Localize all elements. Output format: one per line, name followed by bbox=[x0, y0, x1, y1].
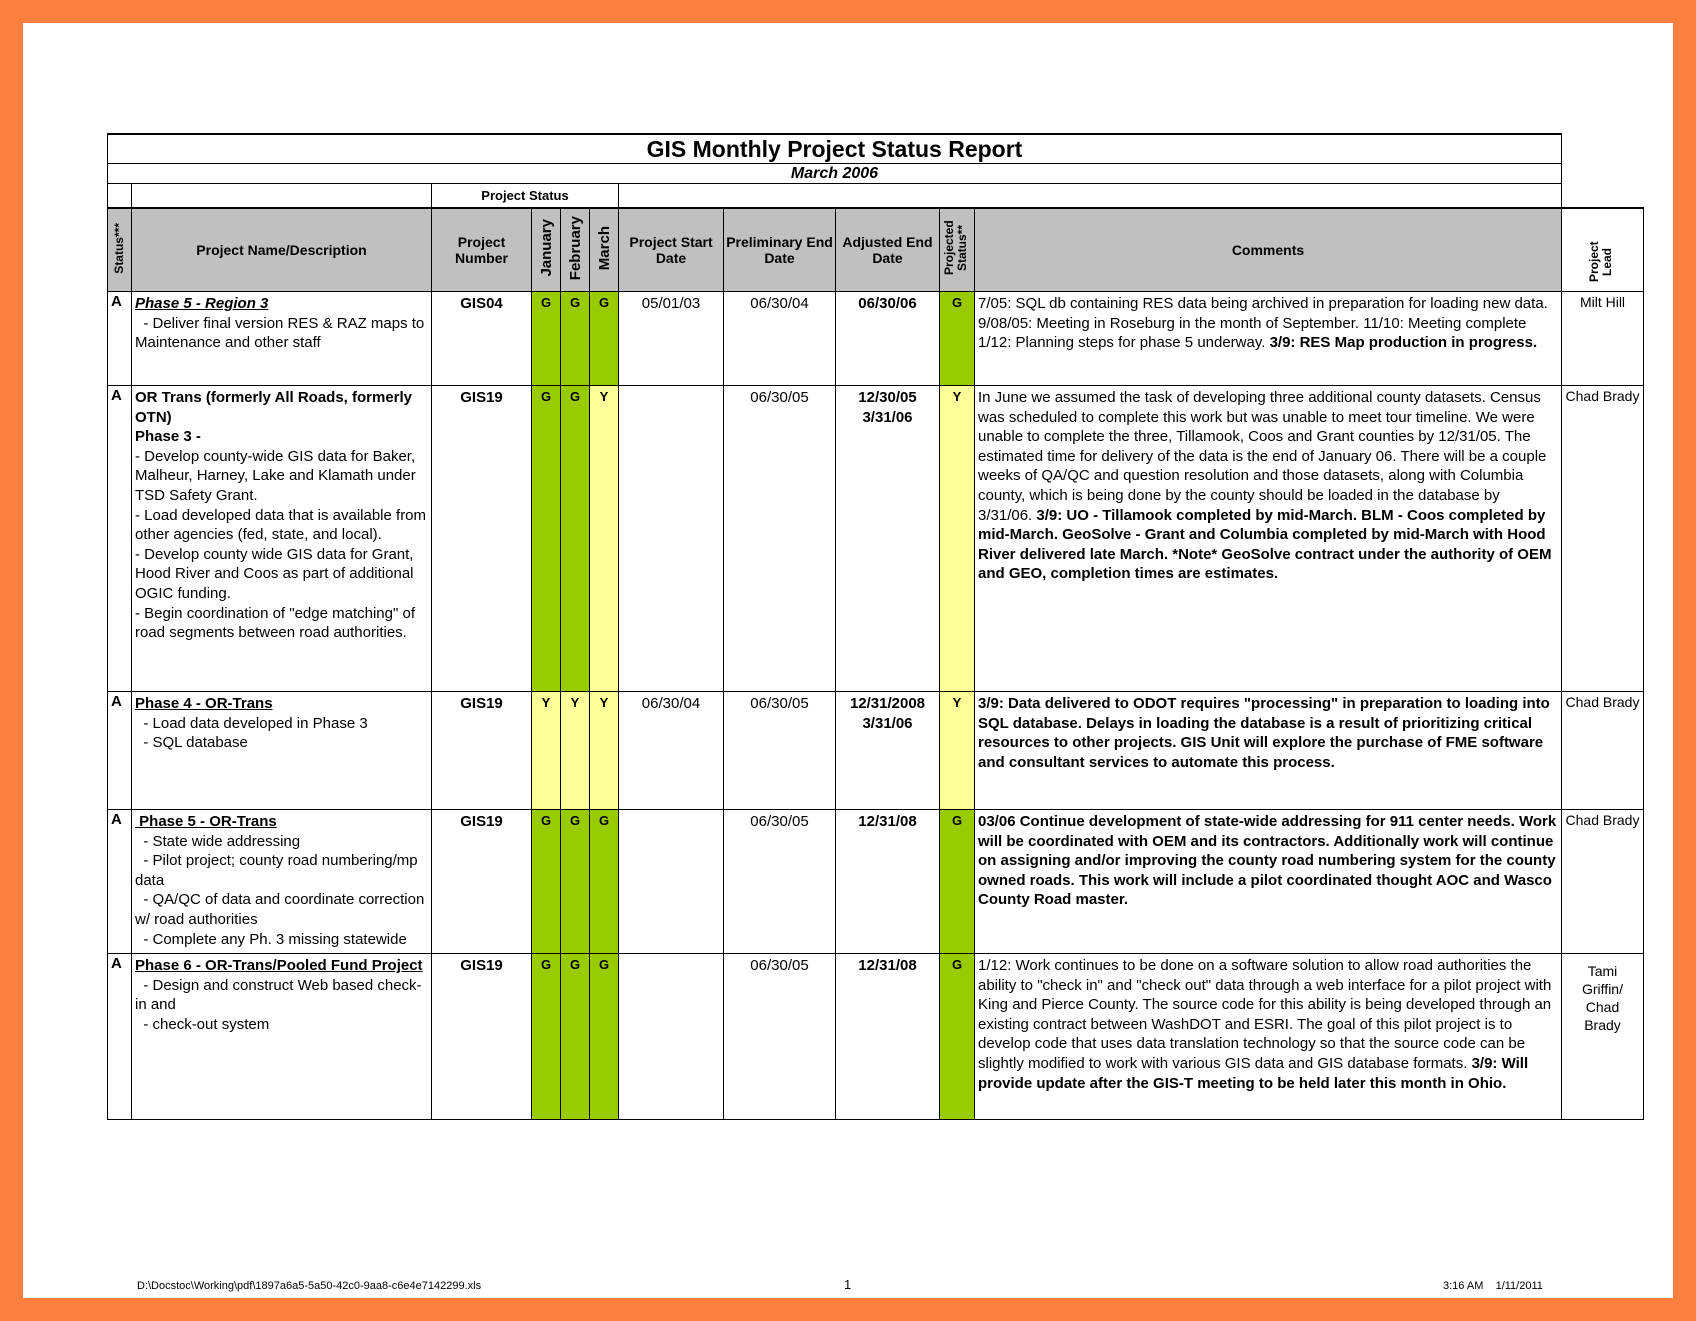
row-status: A bbox=[108, 692, 132, 810]
report-title: GIS Monthly Project Status Report bbox=[108, 134, 1562, 164]
project-status-group-label: Project Status bbox=[432, 184, 619, 208]
project-desc-line: - Begin coordination of "edge matching" of road segments between road authorities. bbox=[135, 604, 415, 642]
group-header-row bbox=[108, 184, 1644, 208]
row-status: A bbox=[108, 954, 132, 1120]
status-january: Y bbox=[532, 692, 561, 810]
status-january: G bbox=[532, 386, 561, 692]
row-projected-status: G bbox=[940, 954, 975, 1120]
row-adjusted-end: 12/31/2008 3/31/06 bbox=[836, 692, 940, 810]
row-project-number: GIS19 bbox=[432, 692, 532, 810]
project-desc-line: - Pilot project; county road numbering/mp data bbox=[135, 852, 422, 889]
project-desc-line: - State wide addressing bbox=[135, 832, 301, 850]
header-number: Project Number bbox=[432, 208, 532, 292]
row-adjusted-end: 12/31/08 bbox=[836, 954, 940, 1120]
footer-timestamp: 3:16 AM 1/11/2011 bbox=[1443, 1280, 1543, 1292]
row-preliminary-end: 06/30/05 bbox=[724, 386, 836, 692]
header-project-lead: Project Lead bbox=[1562, 208, 1644, 292]
project-desc-line: - Develop county wide GIS data for Grant, Hood River and Coos as part of additional OGIC funding. bbox=[135, 545, 414, 602]
row-projected-status: Y bbox=[940, 386, 975, 692]
row-comments: In June we assumed the task of developing three additional county datasets. Census was scheduled to complete this work but was unable to meet tour timeline. We were unable to complete the three, Tillamook, Coos and Grant counties by 12/31/05. The estimated time for delivery of the data is the end of January 06. There will be a couple weeks of QA/QC and question resolution and those datasets, along with Columbia county, which is being done by the county should be loaded in the database by 3/31/06. 3/9: UO - Tillamook completed by mid-March. BLM - Coos completed by mid-March. GeoSolve - Grant and Columbia completed by mid-March with Hood River delivered late March. *Note* GeoSolve contract under the authority of OEM and GEO, completion times are estimates. bbox=[975, 386, 1562, 692]
row-comments: 1/12: Work continues to be done on a software solution to allow road authorities the ability to "check in" and "check out" data through a web interface for a pilot project with King and Pierce County. The source code for this ability is being developed through an existing contract between WashDOT and ESRI. The goal of this pilot project is to develop code that uses data translation technology so that the source code can be slightly modified to work with various GIS data and GIS database formats. 3/9: Will provide update after the GIS-T meeting to be held later this month in Ohio. bbox=[975, 954, 1562, 1120]
status-march: G bbox=[590, 954, 619, 1120]
row-preliminary-end: 06/30/05 bbox=[724, 692, 836, 810]
row-project-lead: Chad Brady bbox=[1562, 386, 1644, 692]
row-project-name bbox=[132, 810, 432, 954]
row-status: A bbox=[108, 810, 132, 954]
status-report-table bbox=[107, 133, 1644, 1120]
row-project-name bbox=[132, 954, 432, 1120]
header-preliminary-end: Preliminary End Date bbox=[724, 208, 836, 292]
row-project-number: GIS04 bbox=[432, 292, 532, 386]
project-desc-line: - Deliver final version RES & RAZ maps to Maintenance and other staff bbox=[135, 314, 429, 352]
project-title: Phase 5 - Region 3 bbox=[135, 295, 269, 312]
status-february: G bbox=[561, 810, 590, 954]
title-row bbox=[108, 134, 1644, 164]
row-start-date bbox=[619, 386, 724, 692]
row-status: A bbox=[108, 292, 132, 386]
project-desc-line: - Develop county-wide GIS data for Baker, Malheur, Harney, Lake and Klamath under TSD Safety Grant. bbox=[135, 447, 416, 504]
row-preliminary-end: 06/30/05 bbox=[724, 954, 836, 1120]
row-project-lead: Milt Hill bbox=[1562, 292, 1644, 386]
table-row bbox=[108, 386, 1644, 692]
status-february: G bbox=[561, 954, 590, 1120]
table-row bbox=[108, 810, 1644, 954]
row-project-number: GIS19 bbox=[432, 386, 532, 692]
status-march: Y bbox=[590, 692, 619, 810]
status-january: G bbox=[532, 292, 561, 386]
row-comments: 3/9: Data delivered to ODOT requires "processing" in preparation to loading into SQL database. Delays in loading the database is a result of prioritizing critical resources to other projects. GIS Unit will explore the purchase of FME software and consultant services to automate this process. bbox=[975, 692, 1562, 810]
project-title: OR Trans (formerly All Roads, formerly OTN) bbox=[135, 389, 413, 426]
row-project-lead: Chad Brady bbox=[1562, 692, 1644, 810]
status-january: G bbox=[532, 810, 561, 954]
project-desc-line: - check-out system bbox=[135, 1015, 270, 1033]
project-desc-line: - QA/QC of data and coordinate correction w/ road authorities bbox=[135, 891, 429, 928]
row-projected-status: G bbox=[940, 810, 975, 954]
row-start-date bbox=[619, 954, 724, 1120]
project-desc-line: - Complete any Ph. 3 missing statewide bbox=[135, 930, 407, 948]
row-status: A bbox=[108, 386, 132, 692]
row-projected-status: Y bbox=[940, 692, 975, 810]
row-project-name bbox=[132, 386, 432, 692]
row-project-number: GIS19 bbox=[432, 954, 532, 1120]
project-title: Phase 4 - OR-Trans bbox=[135, 695, 273, 712]
row-preliminary-end: 06/30/05 bbox=[724, 810, 836, 954]
header-projected-status: Projected Status** bbox=[940, 208, 975, 292]
row-start-date bbox=[619, 810, 724, 954]
table-row bbox=[108, 292, 1644, 386]
project-phase: Phase 3 - bbox=[135, 428, 201, 446]
row-start-date: 06/30/04 bbox=[619, 692, 724, 810]
status-february: G bbox=[561, 292, 590, 386]
row-adjusted-end: 12/30/05 3/31/06 bbox=[836, 386, 940, 692]
footer-page-number: 1 bbox=[844, 1277, 852, 1292]
project-title: Phase 5 - OR-Trans bbox=[135, 813, 277, 830]
header-january: January bbox=[532, 208, 561, 292]
header-february: February bbox=[561, 208, 590, 292]
header-adjusted-end: Adjusted End Date bbox=[836, 208, 940, 292]
row-comments: 7/05: SQL db containing RES data being archived in preparation for loading new data. 9/08/05: Meeting in Roseburg in the month of September. 11/10: Meeting complete 1/12: Planning steps for phase 5 underway. 3/9: RES Map production in progress. bbox=[975, 292, 1562, 386]
row-project-number: GIS19 bbox=[432, 810, 532, 954]
header-march: March bbox=[590, 208, 619, 292]
row-adjusted-end: 12/31/08 bbox=[836, 810, 940, 954]
column-header-row bbox=[108, 208, 1644, 292]
status-february: G bbox=[561, 386, 590, 692]
row-comments: 03/06 Continue development of state-wide addressing for 911 center needs. Work will be coordinated with OEM and its contractors. Additionally work will continue on assigning and/or improving the county road numbering system for the county owned roads. This work will include a pilot coordinated thought AOC and Wasco County Road master. bbox=[975, 810, 1562, 954]
project-desc-line: - Load developed data that is available from other agencies (fed, state, and local). bbox=[135, 506, 427, 544]
status-march: Y bbox=[590, 386, 619, 692]
table-row bbox=[108, 954, 1644, 1120]
subtitle-row bbox=[108, 164, 1644, 184]
table-row bbox=[108, 692, 1644, 810]
project-title: Phase 6 - OR-Trans/Pooled Fund Project bbox=[135, 957, 423, 974]
row-preliminary-end: 06/30/04 bbox=[724, 292, 836, 386]
row-project-name bbox=[132, 292, 432, 386]
row-projected-status: G bbox=[940, 292, 975, 386]
header-comments: Comments bbox=[975, 208, 1562, 292]
footer-file-path: D:\Docstoc\Working\pdf\1897a6a5-5a50-42c0-9aa8-c6e4e7142299.xls bbox=[137, 1280, 482, 1292]
row-project-lead: Tami Griffin/ Chad Brady bbox=[1562, 954, 1644, 1120]
header-name: Project Name/Description bbox=[132, 208, 432, 292]
report-page bbox=[23, 23, 1673, 1298]
status-february: Y bbox=[561, 692, 590, 810]
project-desc-line: - Load data developed in Phase 3 bbox=[135, 714, 368, 732]
project-desc-line: - Design and construct Web based check-in and bbox=[135, 976, 422, 1014]
status-march: G bbox=[590, 292, 619, 386]
header-status: Status*** bbox=[108, 208, 132, 292]
report-subtitle: March 2006 bbox=[108, 164, 1562, 184]
status-march: G bbox=[590, 810, 619, 954]
row-project-name bbox=[132, 692, 432, 810]
status-january: G bbox=[532, 954, 561, 1120]
header-start-date: Project Start Date bbox=[619, 208, 724, 292]
row-project-lead: Chad Brady bbox=[1562, 810, 1644, 954]
row-adjusted-end: 06/30/06 bbox=[836, 292, 940, 386]
project-desc-line: - SQL database bbox=[135, 734, 248, 752]
row-start-date: 05/01/03 bbox=[619, 292, 724, 386]
